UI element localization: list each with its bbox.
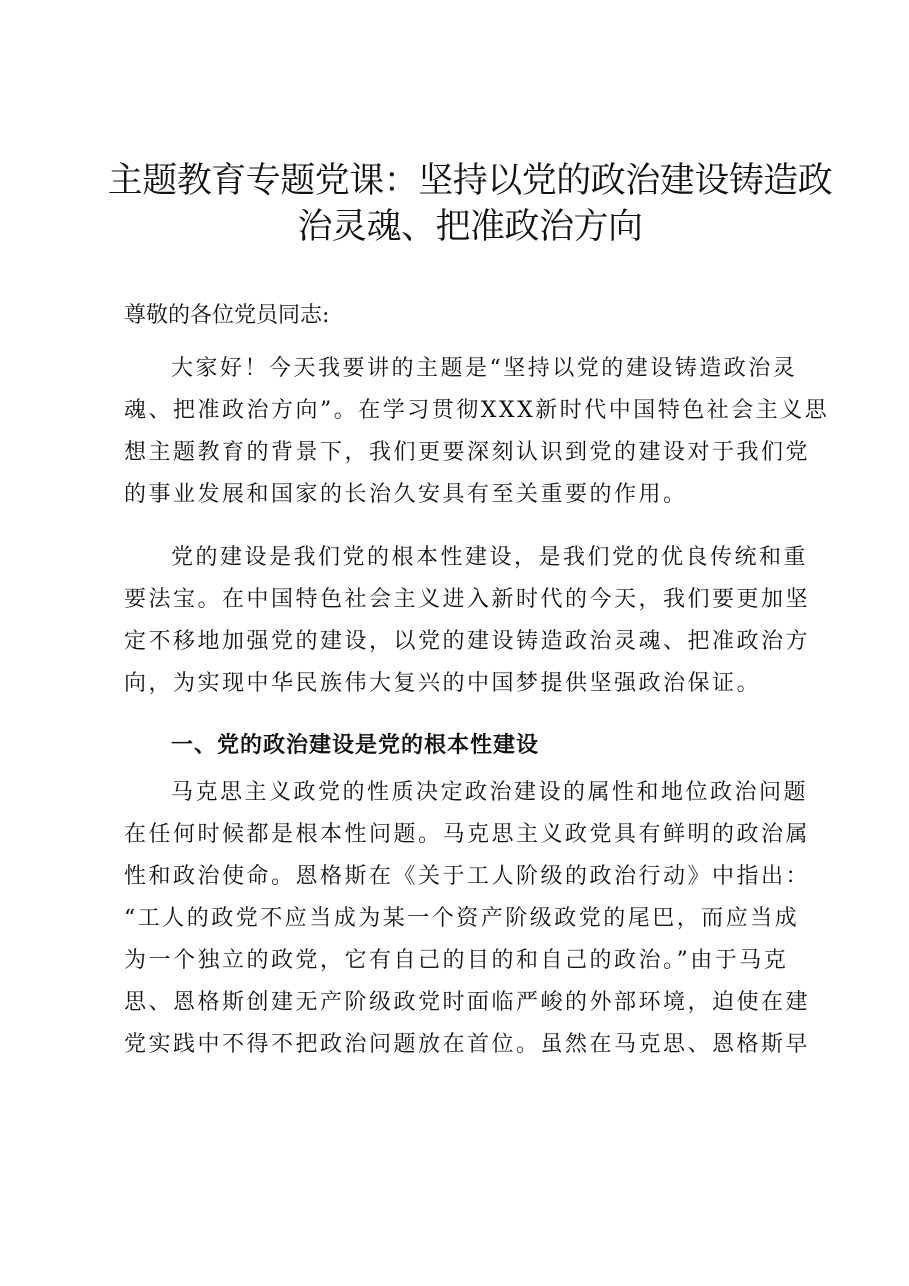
- paragraph-line: 党的建设是我们党的根本性建设，是我们党的优良传统和重: [171, 545, 809, 570]
- salutation: 尊敬的各位党员同志:: [124, 303, 330, 328]
- document-title: [100, 158, 840, 250]
- title-line-1: 主题教育专题党课：坚持以党的政治建设铸造政: [107, 161, 833, 201]
- paragraph-line: 向，为实现中华民族伟大复兴的中国梦提供坚强政治保证。: [124, 671, 762, 696]
- paragraph-3: [124, 772, 814, 1066]
- paragraph-line: 想主题教育的背景下，我们更要深刻认识到党的建设对于我们党: [124, 440, 811, 465]
- paragraph-line: 性和政治使命。恩格斯在《关于工人阶级的政治行动》中指出：: [124, 864, 811, 889]
- paragraph-line: 思、恩格斯创建无产阶级政党时面临严峻的外部环境，迫使在建: [124, 990, 811, 1015]
- paragraph-line: 大家好！今天我要讲的主题是“坚持以党的建设铸造政治灵: [171, 356, 798, 381]
- paragraph-line: “工人的政党不应当成为某一个资产阶级政党的尾巴，而应当成: [124, 906, 800, 931]
- paragraph-1: [124, 348, 830, 516]
- paragraph-line: 魂、把准政治方向”。在学习贯彻XXX新时代中国特色社会主义思: [124, 398, 830, 423]
- section-heading: 一、党的政治建设是党的根本性建设: [171, 733, 540, 758]
- paragraph-line: 在任何时候都是根本性问题。马克思主义政党具有鲜明的政治属: [124, 822, 811, 847]
- title-line-2: 治灵魂、把准政治方向: [297, 207, 643, 247]
- paragraph-line: 的事业发展和国家的长治久安具有至关重要的作用。: [124, 482, 688, 507]
- paragraph-line: 要法宝。在中国特色社会主义进入新时代的今天，我们要更加坚: [124, 587, 811, 612]
- paragraph-line: 马克思主义政党的性质决定政治建设的属性和地位政治问题: [171, 780, 809, 805]
- paragraph-line: 为一个独立的政党，它有自己的目的和自己的政治。”由于马克: [124, 948, 789, 973]
- paragraph-line: 定不移地加强党的建设，以党的建设铸造政治灵魂、把准政治方: [124, 629, 811, 654]
- paragraph-2: [124, 537, 814, 705]
- paragraph-line: 党实践中不得不把政治问题放在首位。虽然在马克思、恩格斯早: [124, 1032, 811, 1057]
